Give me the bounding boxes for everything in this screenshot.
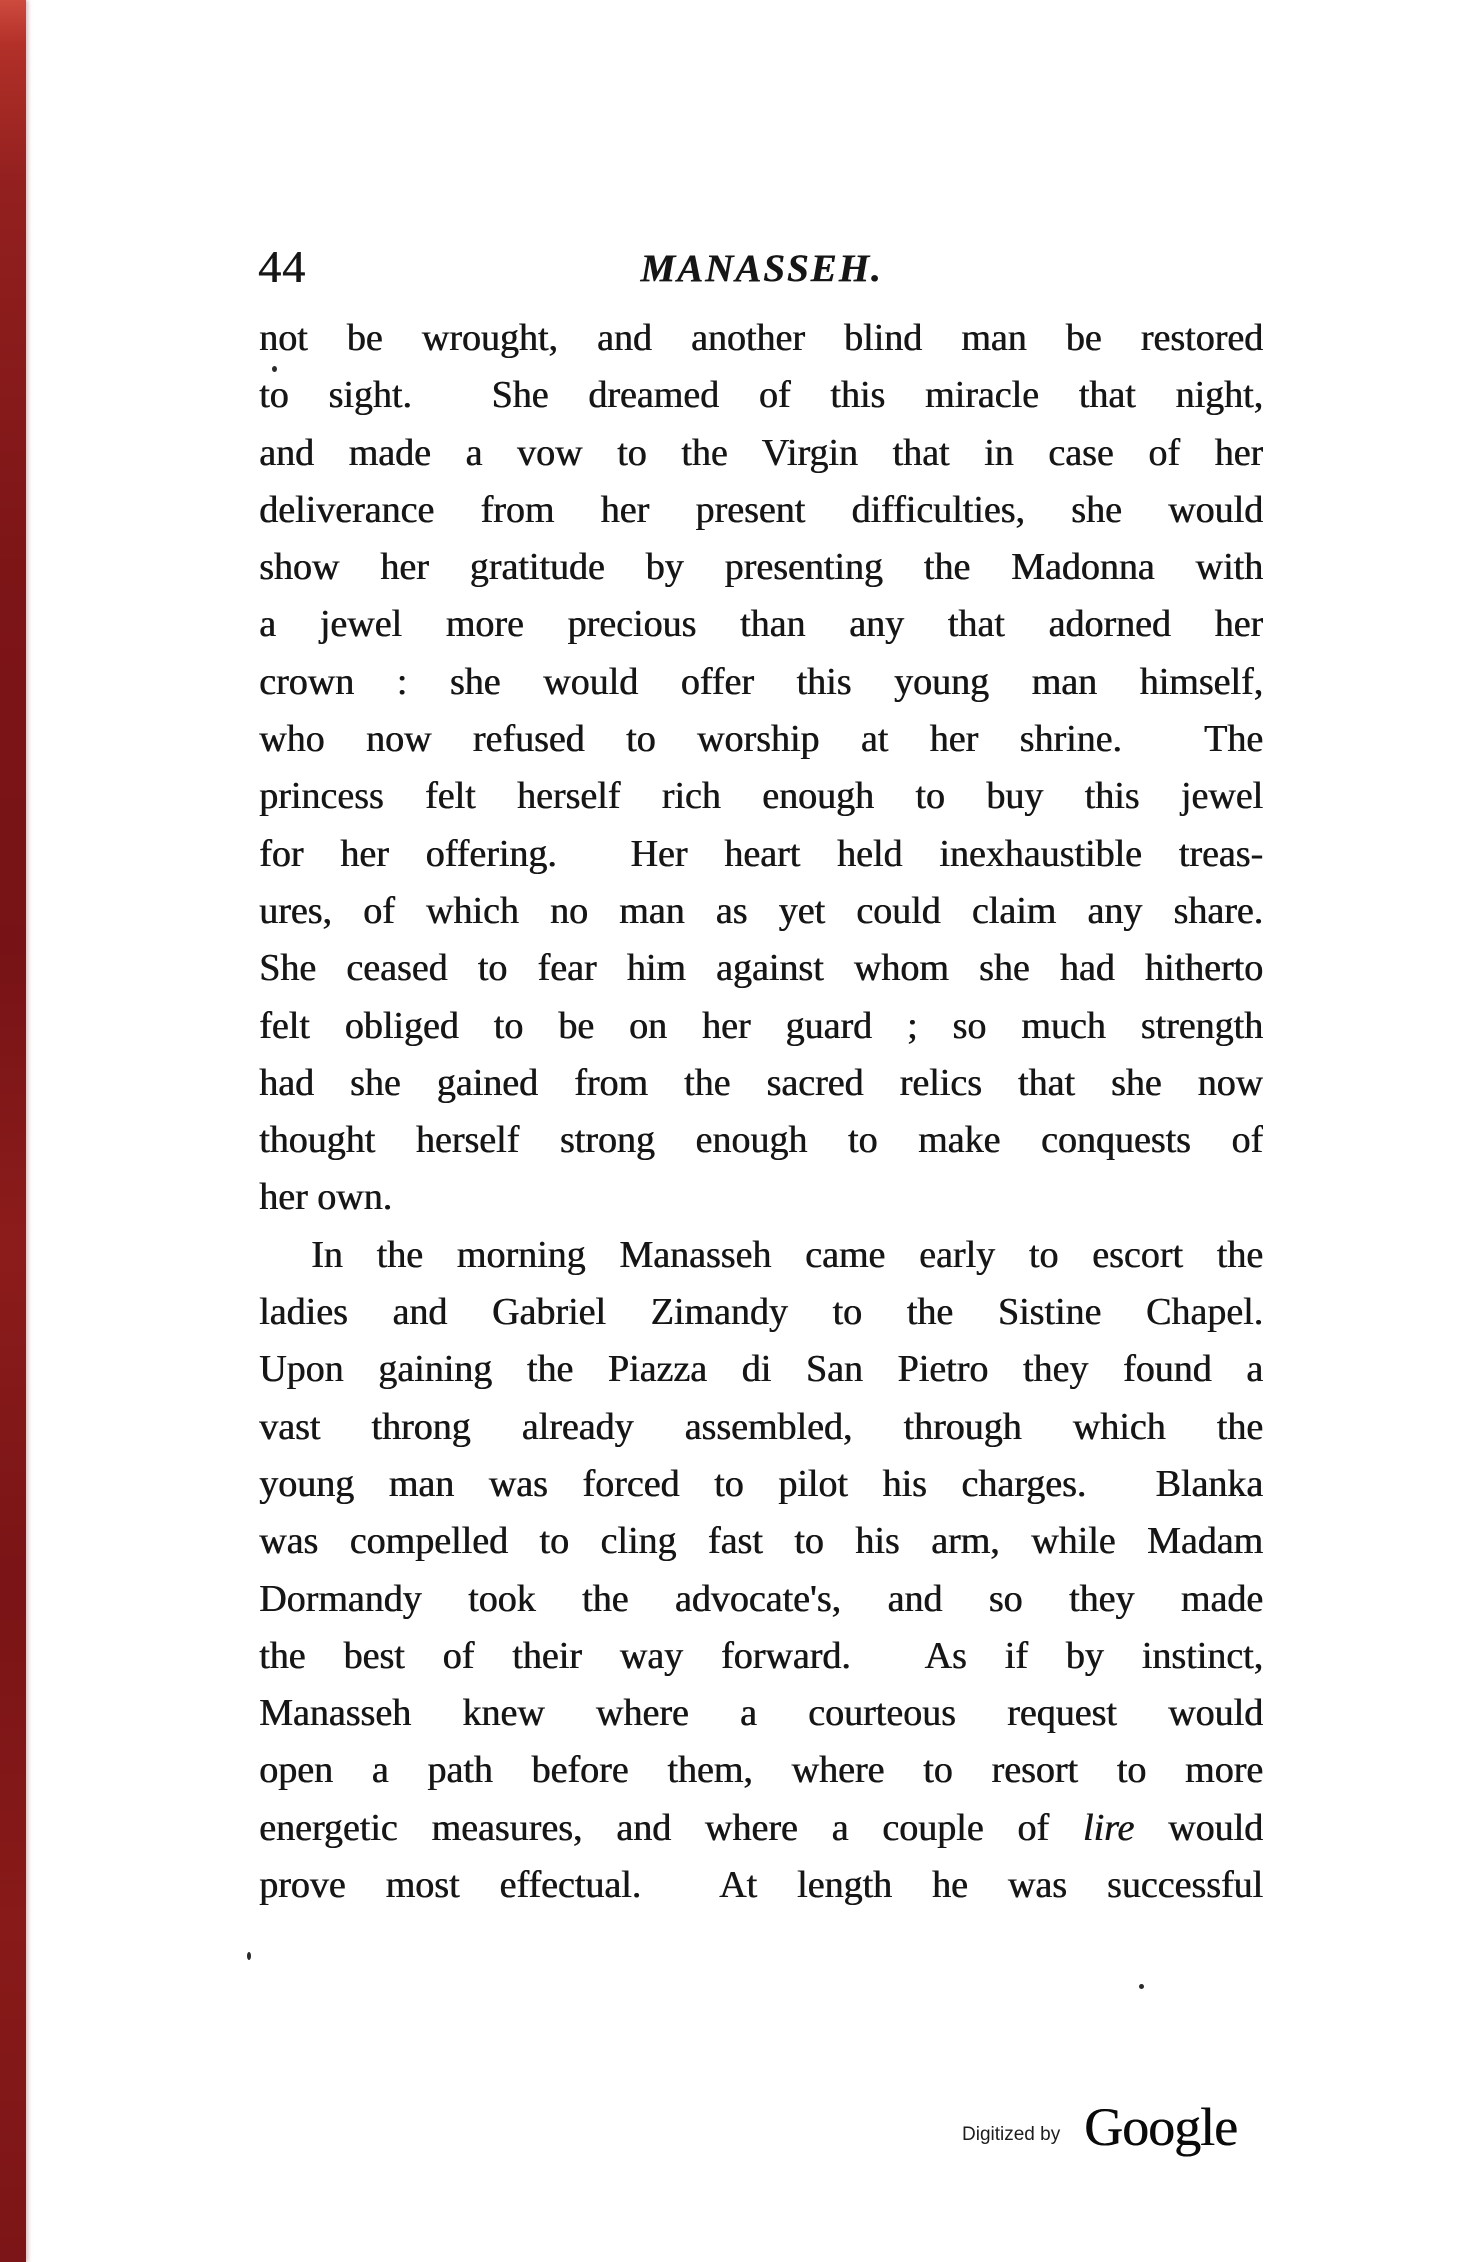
paragraph — [259, 1227, 1263, 1915]
text-line: was compelled to cling fast to his arm, while Madam — [259, 1520, 1263, 1563]
text-segment: energetic measures, and where a couple of — [259, 1806, 1083, 1849]
scan-speck — [272, 366, 277, 372]
text-line: young man was forced to pilot his charges. Blanka — [259, 1462, 1263, 1505]
google-logo: Google — [1084, 2097, 1237, 2157]
page-number: 44 — [258, 241, 306, 292]
italic-word: lire — [1082, 1806, 1135, 1849]
text-line: Manasseh knew where a courteous request would — [259, 1692, 1263, 1735]
text-line: her own. — [259, 1176, 392, 1219]
text-line: She ceased to fear him against whom she had hitherto — [259, 947, 1263, 990]
text-line: not be wrought, and another blind man be restored — [259, 317, 1263, 359]
text-line: the best of their way forward. As if by instinct, — [259, 1634, 1263, 1677]
text-line: ladies and Gabriel Zimandy to the Sistine Chapel. — [259, 1291, 1263, 1334]
text-line: who now refused to worship at her shrine. The — [259, 718, 1263, 761]
digitized-by-label: Digitized by — [962, 2124, 1061, 2145]
text-line: thought herself strong enough to make conquests of — [259, 1119, 1263, 1162]
text-line: Upon gaining the Piazza di San Pietro they found a — [259, 1348, 1263, 1391]
text-line: and made a vow to the Virgin that in case of her — [259, 431, 1263, 474]
text-line: prove most effectual. At length he was successful — [259, 1864, 1263, 1907]
paragraph — [259, 310, 1263, 1227]
text-line: to sight. She dreamed of this miracle that night, — [259, 374, 1263, 417]
running-header-title: MANASSEH. — [640, 247, 883, 290]
text-line: vast throng already assembled, through which the — [259, 1405, 1263, 1448]
text-line: felt obliged to be on her guard ; so much strength — [259, 1004, 1263, 1047]
text-line: In the morning Manasseh came early to escort the — [311, 1233, 1263, 1276]
text-line: deliverance from her present difficulties, she would — [259, 488, 1263, 531]
text-line: Dormandy took the advocate's, and so they made — [259, 1577, 1263, 1620]
text-line: princess felt herself rich enough to buy this jewel — [259, 775, 1263, 818]
body-text-block — [259, 310, 1263, 1914]
text-line: a jewel more precious than any that adorned her — [259, 603, 1263, 646]
digitization-mark — [962, 2096, 1382, 2176]
text-segment: would — [1134, 1806, 1263, 1849]
text-line: had she gained from the sacred relics that she now — [259, 1061, 1263, 1104]
text-line: show her gratitude by presenting the Madonna with — [259, 546, 1263, 589]
text-line: for her offering. Her heart held inexhaustible treas- — [259, 832, 1263, 875]
text-line: crown : she would offer this young man himself, — [259, 660, 1263, 703]
text-line: ures, of which no man as yet could claim any share. — [259, 889, 1263, 932]
scan-speck — [247, 1952, 251, 1960]
text-line: open a path before them, where to resort to more — [259, 1749, 1263, 1792]
text-line — [259, 1800, 1263, 1857]
scan-speck — [1139, 1984, 1144, 1989]
book-spine-red-edge — [0, 0, 26, 2262]
